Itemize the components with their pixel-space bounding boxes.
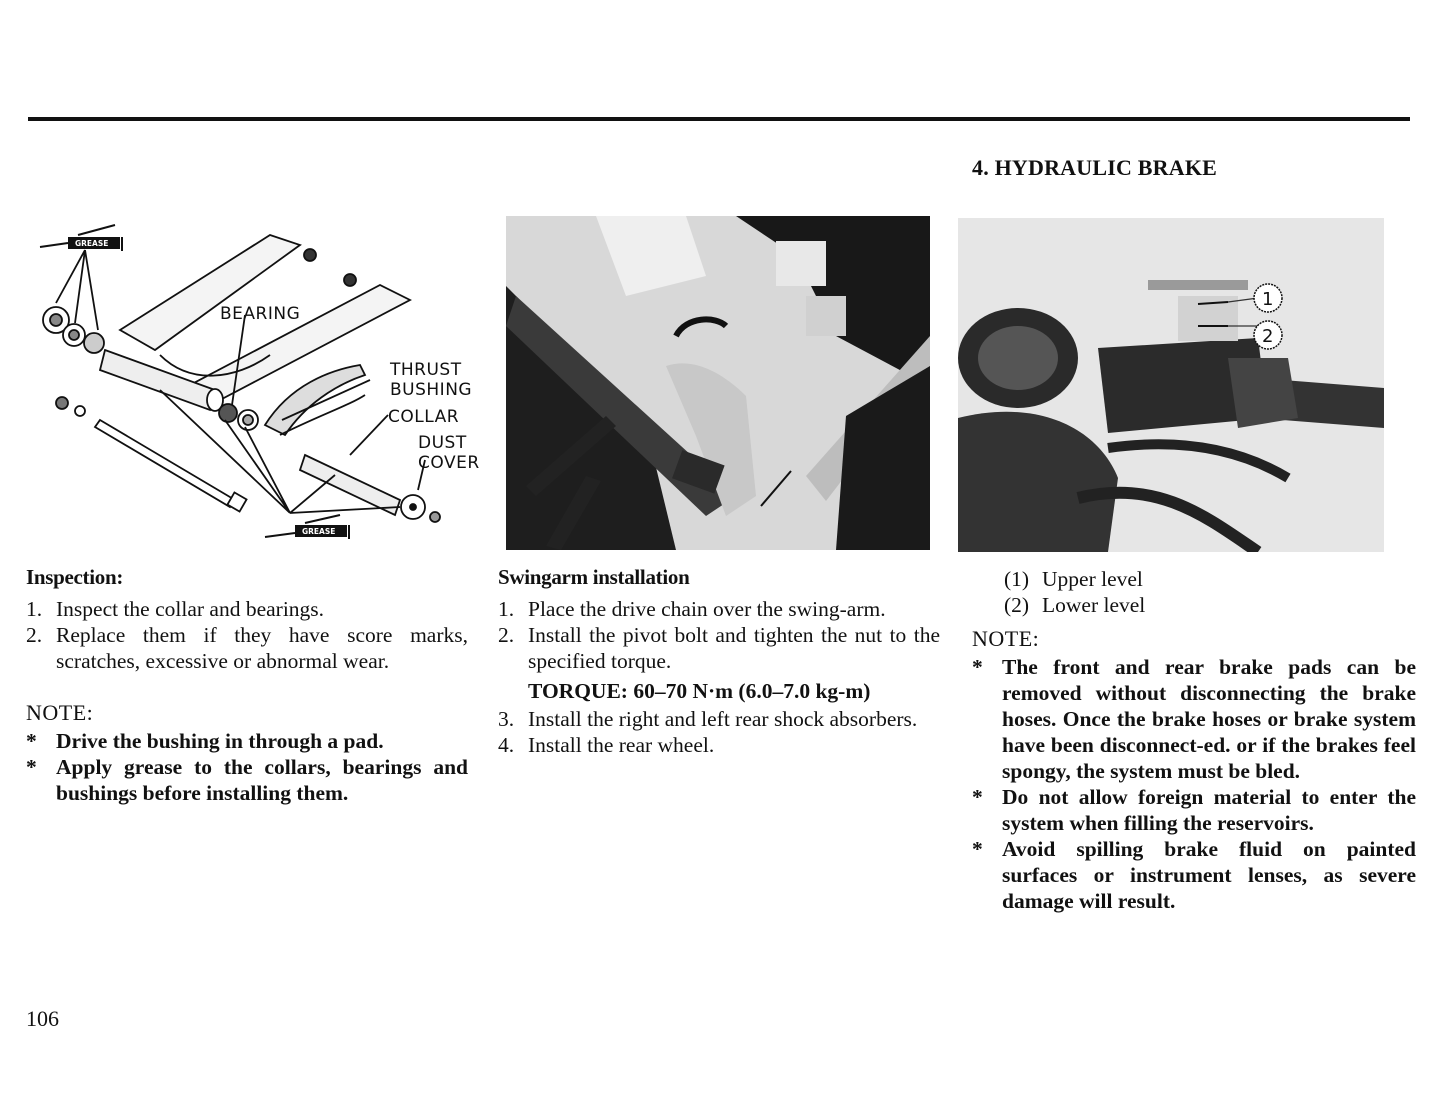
section-title: 4. HYDRAULIC BRAKE bbox=[972, 155, 1218, 180]
inspection-column bbox=[26, 564, 468, 806]
callout-2: 2 bbox=[1262, 326, 1274, 347]
label-bushing: BUSHING bbox=[390, 380, 473, 400]
list-item: 1. Place the drive chain over the swing-arm. bbox=[498, 597, 886, 621]
torque-spec: TORQUE: 60–70 N·m (6.0–7.0 kg-m) bbox=[528, 679, 871, 703]
swingarm-steps bbox=[498, 596, 940, 758]
header-rule bbox=[28, 117, 1410, 121]
label-cover: COVER bbox=[418, 453, 480, 473]
grease-gun-icon bbox=[40, 225, 122, 251]
inspection-heading: Inspection: bbox=[26, 565, 124, 589]
note-item: * Drive the bushing in through a pad. bbox=[26, 729, 384, 753]
list-item: 3. Install the right and left rear shock absorbers. bbox=[498, 707, 918, 731]
brake-reservoir-photo bbox=[958, 218, 1384, 552]
list-item: 1. Inspect the collar and bearings. bbox=[26, 597, 325, 621]
grease-gun-icon bbox=[265, 515, 349, 539]
swingarm-exploded-diagram bbox=[20, 215, 500, 555]
legend-lower-level: (2) Lower level bbox=[1004, 593, 1146, 617]
page-number: 106 bbox=[26, 1006, 59, 1031]
inspection-notes bbox=[26, 728, 468, 806]
grease-tag: GREASE bbox=[302, 527, 336, 536]
swingarm-column bbox=[498, 564, 940, 758]
hydraulic-column bbox=[972, 566, 1416, 914]
note-item: * Do not allow foreign material to enter the system when filling the reservoirs. bbox=[972, 785, 1416, 835]
callout-1: 1 bbox=[1262, 289, 1274, 310]
note-item: * The front and rear brake pads can be removed without disconnecting the brake hoses. Once the brake hoses or brake system have been disconnect-ed. or if the brakes feel spongy, the system must be bled. bbox=[972, 655, 1416, 783]
hydraulic-notes bbox=[972, 654, 1416, 914]
label-collar: COLLAR bbox=[388, 407, 460, 427]
swingarm-heading: Swingarm installation bbox=[498, 565, 690, 589]
inspection-steps bbox=[26, 596, 468, 674]
note-label: NOTE: bbox=[972, 626, 1040, 651]
list-item: 2. Install the pivot bolt and tighten the nut to the specified torque. bbox=[498, 623, 940, 673]
label-thrust: THRUST bbox=[390, 360, 462, 380]
note-item: * Apply grease to the collars, bearings and bushings before installing them. bbox=[26, 755, 468, 805]
swingarm-installation-photo bbox=[506, 216, 930, 550]
list-item: 4. Install the rear wheel. bbox=[498, 733, 715, 757]
note-item: * Avoid spilling brake fluid on painted surfaces or instrument lenses, as severe damage will result. bbox=[972, 837, 1416, 913]
label-dust: DUST bbox=[418, 433, 467, 453]
legend-upper-level: (1) Upper level bbox=[1004, 567, 1143, 591]
grease-tag: GREASE bbox=[75, 239, 109, 248]
list-item: 2. Replace them if they have score marks, scratches, excessive or abnormal wear. bbox=[26, 623, 468, 673]
note-label: NOTE: bbox=[26, 700, 94, 725]
label-bearing: BEARING bbox=[220, 304, 301, 324]
